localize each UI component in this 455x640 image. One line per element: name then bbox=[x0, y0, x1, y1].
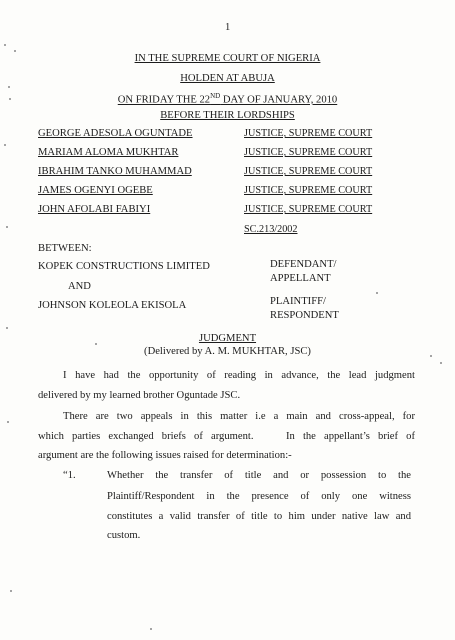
justice-title: JUSTICE, SUPREME COURT bbox=[244, 166, 373, 177]
and-label: AND bbox=[68, 281, 91, 292]
body-line: argument are the following issues raised for determination:- bbox=[38, 450, 292, 461]
body-line: delivered by my learned brother Oguntade JSC. bbox=[38, 390, 241, 401]
justice-title: JUSTICE, SUPREME COURT bbox=[244, 128, 373, 139]
issue-line: Plaintiff/Respondent in the presence of only one witness bbox=[107, 491, 411, 502]
body-line: which parties exchanged briefs of argument. In the appellant’s brief of bbox=[38, 431, 415, 442]
scan-speck bbox=[6, 327, 8, 329]
issue-line: custom. bbox=[107, 530, 141, 541]
scan-speck bbox=[376, 292, 378, 294]
appellant-role-line2: APPELLANT bbox=[270, 273, 331, 284]
issue-number: “1. bbox=[63, 470, 76, 481]
issue-line: constitutes a valid transfer of title to him under native law and bbox=[107, 511, 411, 522]
justice-name: JAMES OGENYI OGEBE bbox=[38, 185, 153, 196]
scan-speck bbox=[4, 44, 6, 46]
date-superscript: ND bbox=[210, 92, 221, 100]
date-suffix: DAY OF JANUARY, 2010 bbox=[220, 94, 338, 106]
justice-name: IBRAHIM TANKO MUHAMMAD bbox=[38, 166, 192, 177]
date-prefix: ON FRIDAY THE 22 bbox=[117, 94, 211, 106]
appellant-role-line1: DEFENDANT/ bbox=[270, 259, 337, 270]
judgment-title: JUDGMENT bbox=[198, 333, 257, 344]
appellant-name: KOPEK CONSTRUCTIONS LIMITED bbox=[38, 261, 210, 272]
court-heading: IN THE SUPREME COURT OF NIGERIA bbox=[134, 53, 321, 64]
scan-speck bbox=[10, 590, 12, 592]
issue-line: Whether the transfer of title and or possession to the bbox=[107, 470, 411, 481]
scan-speck bbox=[14, 50, 16, 52]
body-line: I have had the opportunity of reading in advance, the lead judgment bbox=[63, 370, 415, 381]
justice-name: GEORGE ADESOLA OGUNTADE bbox=[38, 128, 193, 139]
justice-name: MARIAM ALOMA MUKHTAR bbox=[38, 147, 179, 158]
scan-speck bbox=[440, 362, 442, 364]
date-heading bbox=[0, 92, 455, 106]
respondent-role-line1: PLAINTIFF/ bbox=[270, 296, 326, 307]
scan-speck bbox=[8, 86, 10, 88]
between-label: BETWEEN: bbox=[38, 243, 92, 254]
scan-speck bbox=[7, 421, 9, 423]
case-number: SC.213/2002 bbox=[244, 224, 298, 235]
respondent-role-line2: RESPONDENT bbox=[270, 310, 339, 321]
scan-speck bbox=[4, 144, 6, 146]
justice-name: JOHN AFOLABI FABIYI bbox=[38, 204, 151, 215]
justice-title: JUSTICE, SUPREME COURT bbox=[244, 147, 373, 158]
holden-heading: HOLDEN AT ABUJA bbox=[180, 73, 275, 84]
scan-speck bbox=[6, 226, 8, 228]
scan-speck bbox=[150, 628, 152, 630]
delivered-by: (Delivered by A. M. MUKHTAR, JSC) bbox=[144, 346, 311, 357]
justice-title: JUSTICE, SUPREME COURT bbox=[244, 185, 373, 196]
respondent-name: JOHNSON KOLEOLA EKISOLA bbox=[38, 300, 187, 311]
page-number: 1 bbox=[225, 22, 231, 33]
before-heading: BEFORE THEIR LORDSHIPS bbox=[160, 110, 295, 121]
body-line: There are two appeals in this matter i.e a main and cross-appeal, for bbox=[63, 411, 415, 422]
justice-title: JUSTICE, SUPREME COURT bbox=[244, 204, 373, 215]
